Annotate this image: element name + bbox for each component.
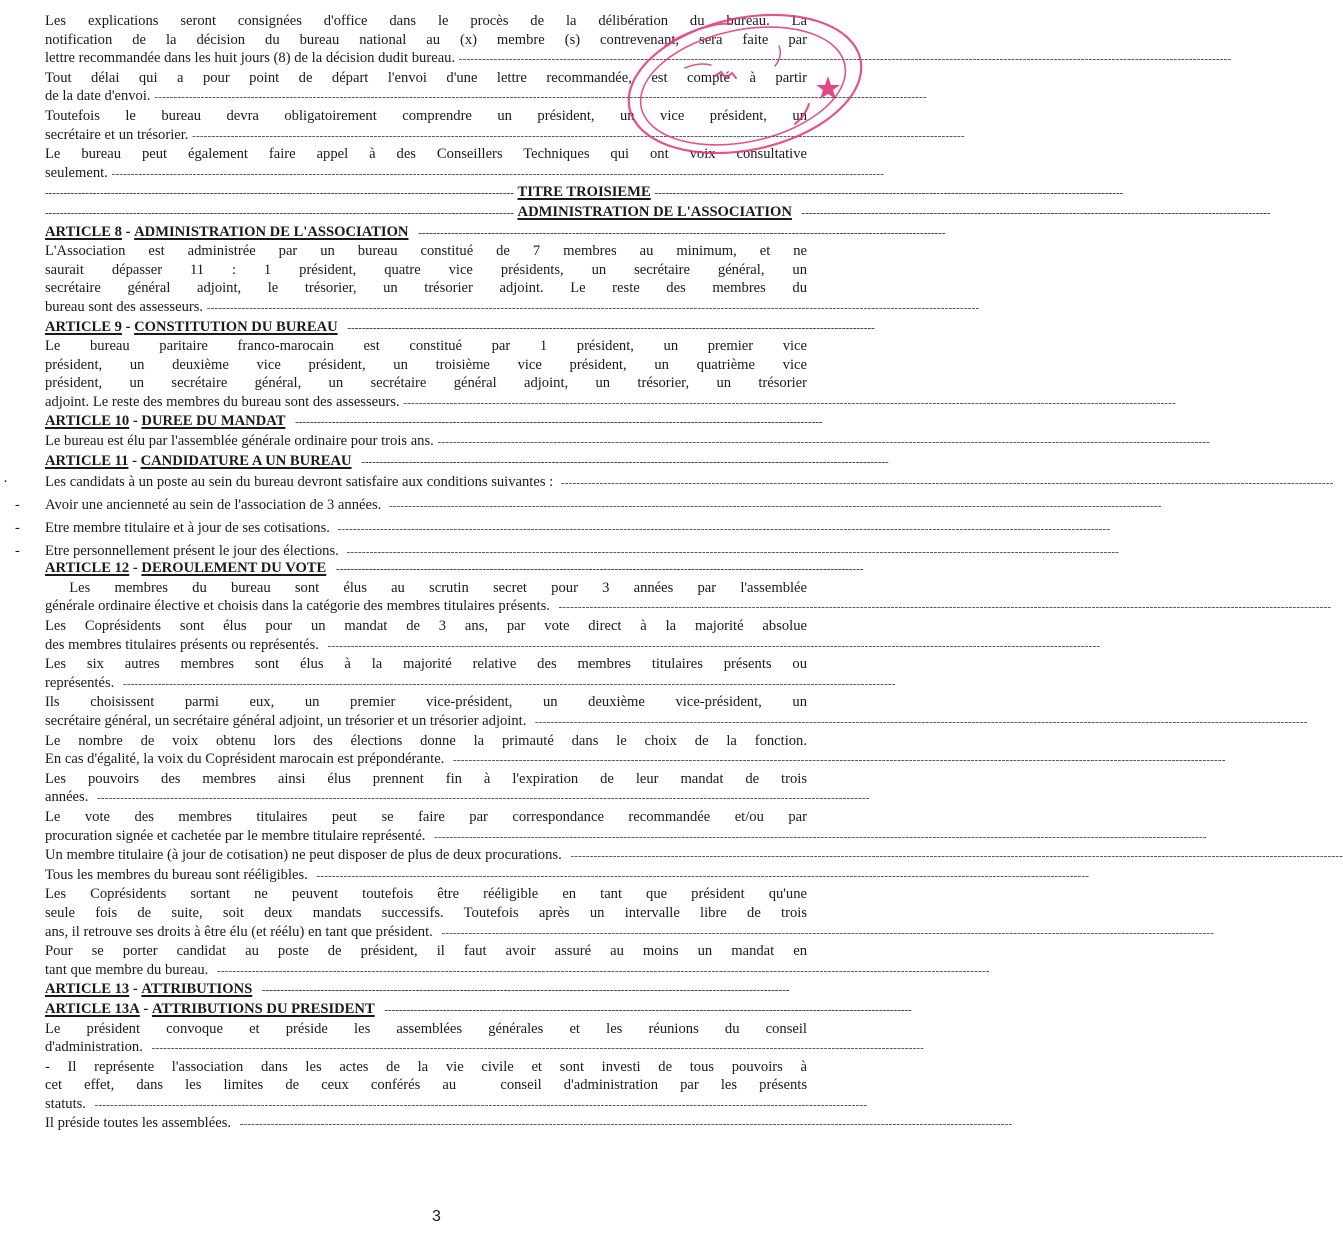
article-12-line: Les six autres membres sont élus à la majorité relative des membres titulaires présents ou: [45, 656, 807, 673]
article-12-line: Pour se porter candidat au poste de président, il faut avoir assuré au moins un mandat en: [45, 943, 807, 960]
article-12-line: secrétaire général, un secrétaire général adjoint, un trésorier et un trésorier adjoint. -----: [45, 712, 807, 732]
article-12-line: générale ordinaire élective et choisis dans la catégorie des membres titulaires présents. -----: [45, 597, 807, 617]
dash-leader: [381, 1000, 912, 1020]
article-8-line: bureau sont des assesseurs. -----: [45, 298, 807, 318]
dash-leader: [567, 846, 1343, 866]
article-8-line: L'Association est administrée par un bureau constitué de 7 membres au minimum, et ne: [45, 243, 807, 260]
dash-leader: [148, 1038, 924, 1058]
article-12-line: tant que membre du bureau. -----: [45, 961, 807, 981]
article-11-bullet: - Etre personnellement présent le jour des élections. -----: [45, 540, 807, 563]
intro-line-8: Le bureau peut également faire appel à des Conseillers Techniques qui ont voix consultative: [45, 146, 807, 163]
dash-leader: [343, 540, 1119, 563]
article-12-line: ans, il retrouve ses droits à être élu (et réélu) en tant que président. -----: [45, 923, 807, 943]
dash-leader: [651, 183, 1124, 203]
article-12-line: Le vote des membres titulaires peut se faire par correspondance recommandée et/ou par: [45, 808, 807, 825]
article-11-intro: · Les candidats à un poste au sein du bureau devront satisfaire aux conditions suivantes : -----: [45, 471, 807, 494]
dash-leader: [45, 203, 518, 223]
article-9-line: Le bureau paritaire franco-marocain est constitué par 1 président, un premier vice: [45, 338, 807, 355]
dash-leader: [236, 1114, 1012, 1134]
dash-leader: [798, 203, 1271, 223]
article-8-line: secrétaire général adjoint, le trésorier, un trésorier adjoint. Le reste des membres du: [45, 280, 807, 297]
article-12-line: En cas d'égalité, la voix du Coprésident marocain est prépondérante. -----: [45, 750, 807, 770]
dash-leader: [414, 223, 945, 243]
article-9-line: président, un deuxième vice président, un troisième vice président, un quatrième vice: [45, 356, 807, 373]
bullet-dash: -: [15, 543, 20, 560]
article-13-heading: ARTICLE 13 - ATTRIBUTIONS -----: [45, 980, 807, 1000]
article-13a-line: Le président convoque et préside les assemblées générales et les réunions du conseil: [45, 1020, 807, 1037]
article-12-line: Ils choisissent parmi eux, un premier vice-président, un deuxième vice-président, un: [45, 694, 807, 711]
dash-leader: [555, 597, 1331, 617]
page-number: 3: [432, 1208, 441, 1225]
article-11-bullet: - Etre membre titulaire et à jour de ses cotisations. -----: [45, 517, 807, 540]
bullet-dash: -: [15, 497, 20, 514]
dash-leader: [188, 126, 964, 146]
article-13a-line: Il préside toutes les assemblées. -----: [45, 1114, 780, 1134]
dash-leader: [449, 750, 1225, 770]
article-12-line: Tous les membres du bureau sont rééligibles. -----: [45, 866, 807, 886]
article-12-line: procuration signée et cachetée par le membre titulaire représenté. -----: [45, 827, 807, 847]
article-8-line: saurait dépasser 11 : 1 président, quatre vice présidents, un secrétaire général, un: [45, 261, 807, 278]
dash-leader: [93, 788, 869, 808]
dash-leader: [258, 980, 807, 1000]
titre-subtitle: [45, 203, 807, 223]
dash-leader: [151, 87, 927, 107]
dash-leader: [119, 674, 895, 694]
article-12-line: Les pouvoirs des membres ainsi élus prennent fin à l'expiration de leur mandat de trois: [45, 770, 807, 787]
article-13a-line: d'administration. -----: [45, 1038, 740, 1058]
intro-line-2: notification de la décision du bureau national au (x) membre (s) contrevenant, sera faite par: [45, 31, 807, 48]
article-12-line: représentés. -----: [45, 674, 807, 694]
article-13a-heading: ARTICLE 13A - ATTRIBUTIONS DU PRESIDENT -----: [45, 1000, 780, 1020]
dash-leader: [531, 712, 1307, 732]
dash-leader: [324, 636, 1100, 656]
dash-leader: [358, 452, 889, 472]
dash-leader: [91, 1095, 867, 1115]
dash-leader: [108, 164, 884, 184]
dash-leader: [455, 49, 1231, 69]
article-12-line: Les Coprésidents sont élus pour un mandat de 3 ans, par vote direct à la majorité absolue: [45, 618, 807, 635]
intro-line-9: seulement. -----: [45, 164, 807, 184]
dash-leader: [291, 412, 822, 432]
article-10-heading: ARTICLE 10 - DUREE DU MANDAT -----: [45, 412, 807, 432]
article-11-heading: ARTICLE 11 - CANDIDATURE A UN BUREAU -----: [45, 452, 807, 472]
article-10-line: Le bureau est élu par l'assemblée générale ordinaire pour trois ans. -----: [45, 432, 807, 452]
intro-line-4: Tout délai qui a pour point de départ l'envoi d'une lettre recommandée, est compté à partir: [45, 69, 807, 86]
dash-leader: [438, 923, 1214, 943]
article-12-line: seule fois de suite, soit deux mandats successifs. Toutefois après un intervalle libre de trois: [45, 904, 807, 921]
article-12-line: années. -----: [45, 788, 807, 808]
article-13a-line: cet effet, dans les limites de ceux conférés au conseil d'administration par les présents: [45, 1077, 807, 1094]
intro-line-6: Toutefois le bureau devra obligatoirement comprendre un président, un vice président, un: [45, 107, 807, 124]
dash-leader: [385, 494, 1161, 517]
article-12-line: des membres titulaires présents ou représentés. -----: [45, 636, 807, 656]
article-11-bullet: - Avoir une ancienneté au sein de l'association de 3 années. -----: [45, 494, 807, 517]
bullet-dash: -: [15, 520, 20, 537]
article-13a-line: statuts. -----: [45, 1095, 807, 1115]
dash-leader: [430, 827, 1206, 847]
margin-dot: ·: [3, 474, 8, 491]
dash-leader: [557, 471, 1333, 494]
dash-leader: [344, 318, 875, 338]
article-8-heading: ARTICLE 8 - ADMINISTRATION DE L'ASSOCIATION -----: [45, 223, 807, 243]
titre-subtitle-text: ADMINISTRATION DE L'ASSOCIATION: [517, 203, 792, 220]
titre-heading: [45, 183, 807, 203]
dash-leader: [334, 517, 1110, 540]
titre-text: TITRE TROISIEME: [517, 184, 651, 201]
document-page: [3, 12, 807, 1134]
article-13a-line: - Il représente l'association dans les actes de la vie civile et sont investi de tous pouvoirs à: [45, 1058, 807, 1075]
article-9-heading: ARTICLE 9 - CONSTITUTION DU BUREAU -----: [45, 318, 807, 338]
article-12-line: Les Coprésidents sortant ne peuvent toutefois être rééligible en tant que président qu'une: [45, 886, 807, 903]
article-9-line: adjoint. Le reste des membres du bureau sont des assesseurs. -----: [45, 393, 807, 413]
dash-leader: [45, 183, 518, 203]
intro-line-5: de la date d'envoi. -----: [45, 87, 807, 107]
intro-line-1: Les explications seront consignées d'office dans le procès de la délibération du bureau. La: [45, 13, 807, 29]
dash-leader: [434, 432, 1210, 452]
dash-leader: [313, 866, 1089, 886]
dash-leader: [400, 393, 1176, 413]
article-12-line: Les membres du bureau sont élus au scrutin secret pour 3 années par l'assemblée: [45, 579, 807, 596]
article-12-line: Le nombre de voix obtenu lors des élections donne la primauté dans le choix de la fonction.: [45, 732, 807, 749]
article-9-line: président, un secrétaire général, un secrétaire général adjoint, un trésorier, un trésorier: [45, 375, 807, 392]
article-12-heading: ARTICLE 12 - DEROULEMENT DU VOTE -----: [45, 559, 807, 579]
article-12-line: Un membre titulaire (à jour de cotisation) ne peut disposer de plus de deux procurations. -----: [45, 846, 807, 866]
intro-line-7: secrétaire et un trésorier. -----: [45, 126, 807, 146]
dash-leader: [213, 961, 989, 981]
dash-leader: [203, 298, 979, 318]
intro-line-3: lettre recommandée dans les huit jours (8) de la décision dudit bureau. -----: [45, 49, 807, 69]
